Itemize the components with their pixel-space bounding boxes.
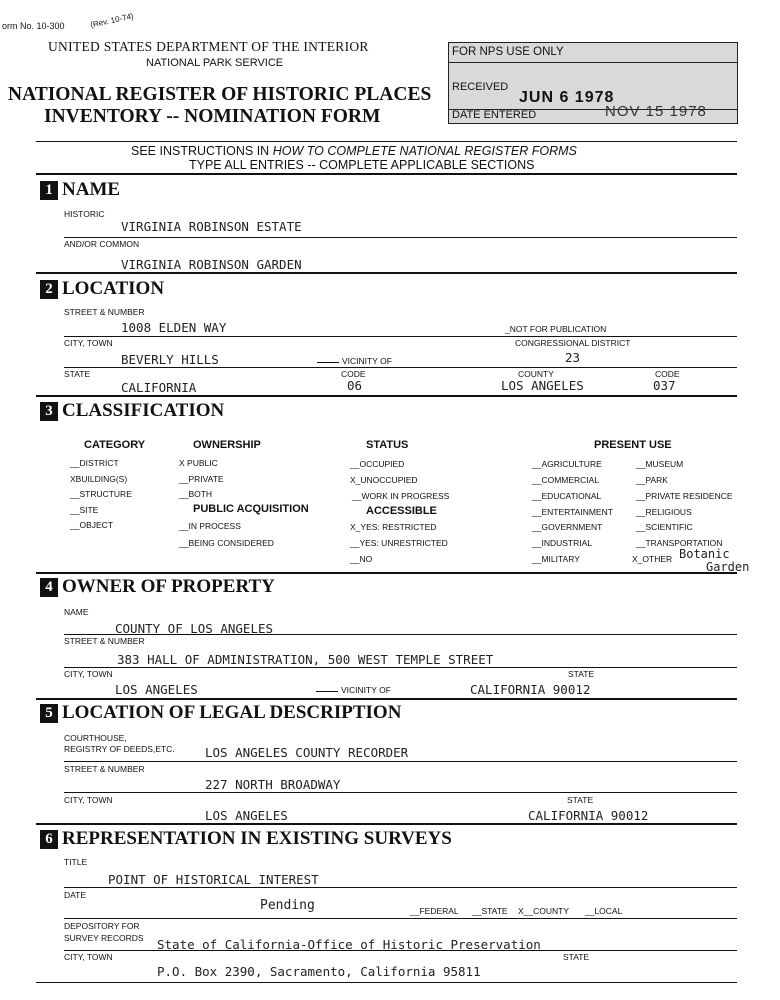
rule [64, 237, 737, 238]
owner-city-value: LOS ANGELES [115, 682, 198, 697]
city-label: CITY, TOWN [64, 338, 113, 348]
owner-city-label: CITY, TOWN [64, 669, 113, 679]
section-3-title: CLASSIFICATION [62, 400, 225, 421]
survey-date-value: Pending [260, 898, 315, 913]
present-use-item: X_OTHER [632, 554, 673, 564]
level-local: __LOCAL [585, 906, 623, 916]
section-1-number: 1 [40, 181, 58, 200]
rule [64, 761, 737, 762]
accessible-item: __YES: UNRESTRICTED [350, 538, 448, 548]
state-code-label: CODE [341, 369, 366, 379]
depository-city-label: CITY, TOWN [64, 952, 113, 962]
section-4-number: 4 [40, 578, 58, 597]
owner-vicinity-label: VICINITY OF [341, 685, 391, 695]
present-use-item: __PRIVATE RESIDENCE [636, 491, 733, 501]
form-revision: (Rev. 10-74) [89, 11, 135, 30]
legal-state-value: CALIFORNIA 90012 [528, 808, 649, 823]
accessible-heading: ACCESSIBLE [366, 505, 437, 517]
ownership-item: __BOTH [179, 489, 213, 499]
ownership-item: X PUBLIC [179, 458, 218, 468]
section-5-title: LOCATION OF LEGAL DESCRIPTION [62, 702, 402, 723]
present-use-item: __COMMERCIAL [532, 475, 600, 485]
section-2-heading [40, 278, 164, 300]
section-1-title: NAME [62, 179, 121, 200]
rule [64, 918, 737, 919]
other-use-value: Botanic [679, 547, 730, 561]
county-code-value: 037 [653, 378, 676, 393]
other-use-value-2: Garden [706, 560, 750, 571]
county-value: LOS ANGELES [501, 378, 584, 393]
category-item: __OBJECT [70, 520, 113, 530]
section-2-number: 2 [40, 280, 58, 299]
survey-records-label: SURVEY RECORDS [64, 933, 144, 943]
section-5-rule [36, 823, 737, 825]
legal-street-label: STREET & NUMBER [64, 764, 145, 774]
registry-value: LOS ANGELES COUNTY RECORDER [205, 745, 409, 760]
legal-city-value: LOS ANGELES [205, 808, 288, 823]
present-use-item: __MUSEUM [636, 459, 684, 469]
instructions-top-rule [36, 141, 737, 142]
date-entered-label: DATE ENTERED [452, 109, 537, 121]
section-4-rule [36, 698, 737, 700]
level-county: X__COUNTY [518, 906, 570, 916]
category-item: __STRUCTURE [70, 489, 132, 499]
rule [64, 336, 737, 337]
present-use-item: __GOVERNMENT [532, 522, 603, 532]
legal-city-label: CITY, TOWN [64, 795, 113, 805]
owner-name-value: COUNTY OF LOS ANGELES [115, 621, 274, 636]
category-item: __DISTRICT [70, 458, 119, 468]
status-item: X_UNOCCUPIED [350, 475, 418, 485]
service-name: NATIONAL PARK SERVICE [146, 57, 284, 69]
instructions-guide-title: HOW TO COMPLETE NATIONAL REGISTER FORMS [272, 144, 577, 158]
present-use-item: __ENTERTAINMENT [532, 507, 613, 517]
county-code-label: CODE [655, 369, 680, 379]
registry-label: REGISTRY OF DEEDS,ETC. [64, 744, 175, 754]
owner-state-label: STATE [568, 669, 595, 679]
acquisition-item: __BEING CONSIDERED [179, 538, 274, 548]
category-heading: CATEGORY [84, 439, 146, 451]
received-stamp: JUN 6 1978 [519, 89, 615, 106]
instructions-line1 [131, 144, 577, 158]
nps-box-label: FOR NPS USE ONLY [452, 46, 564, 58]
state-label: STATE [64, 369, 91, 379]
status-heading: STATUS [366, 439, 409, 451]
survey-title-label: TITLE [64, 857, 88, 867]
section-6-title: REPRESENTATION IN EXISTING SURVEYS [62, 828, 452, 849]
county-label: COUNTY [518, 369, 554, 379]
ownership-heading: OWNERSHIP [193, 439, 261, 451]
vicinity-blank [317, 362, 339, 363]
section-6-number: 6 [40, 830, 58, 849]
ownership-item: __PRIVATE [179, 474, 224, 484]
rule [64, 792, 737, 793]
common-name-label: AND/OR COMMON [64, 239, 140, 249]
section-5-number: 5 [40, 704, 58, 723]
level-state: __STATE [472, 906, 508, 916]
rule [64, 950, 737, 951]
legal-street-value: 227 NORTH BROADWAY [205, 777, 341, 792]
city-value: BEVERLY HILLS [121, 352, 219, 367]
section-3-heading [40, 400, 224, 422]
vicinity-label: VICINITY OF [342, 356, 392, 366]
section-1-rule [36, 272, 737, 274]
received-label: RECEIVED [452, 81, 509, 93]
section-3-rule [36, 572, 737, 574]
historic-label: HISTORIC [64, 209, 105, 219]
instructions-line2: TYPE ALL ENTRIES -- COMPLETE APPLICABLE SECTIONS [189, 158, 535, 172]
section-5-heading [40, 702, 401, 724]
date-entered-stamp: NOV 15 1978 [605, 103, 707, 120]
depository-state-label: STATE [563, 952, 590, 962]
congressional-district-value: 23 [565, 350, 581, 365]
street-value: 1008 ELDEN WAY [121, 320, 227, 335]
section-6-rule [36, 982, 737, 983]
survey-date-label: DATE [64, 890, 87, 900]
accessible-item: X_YES: RESTRICTED [350, 522, 437, 532]
accessible-item: __NO [350, 554, 373, 564]
courthouse-label: COURTHOUSE, [64, 733, 127, 743]
present-use-item: __PARK [636, 475, 668, 485]
form-number: orm No. 10-300 [2, 21, 65, 31]
category-item: XBUILDING(S) [70, 474, 128, 484]
present-use-item: __MILITARY [532, 554, 580, 564]
form-title-line1: NATIONAL REGISTER OF HISTORIC PLACES [8, 84, 432, 105]
department-name: UNITED STATES DEPARTMENT OF THE INTERIOR [48, 39, 369, 54]
owner-state-value: CALIFORNIA 90012 [470, 682, 591, 697]
present-use-heading: PRESENT USE [594, 439, 672, 451]
depository-label: DEPOSITORY FOR [64, 921, 140, 931]
present-use-item: __SCIENTIFIC [636, 522, 693, 532]
nps-use-only-box [448, 42, 738, 124]
present-use-item: __AGRICULTURE [532, 459, 602, 469]
owner-street-label: STREET & NUMBER [64, 636, 145, 646]
section-3-number: 3 [40, 402, 58, 421]
instructions-bottom-rule [36, 173, 737, 175]
present-use-item: __RELIGIOUS [636, 507, 692, 517]
rule [64, 367, 737, 368]
legal-state-label: STATE [567, 795, 594, 805]
depository-value: State of California-Office of Historic Preservation [157, 937, 541, 952]
section-4-title: OWNER OF PROPERTY [62, 576, 275, 597]
street-label: STREET & NUMBER [64, 307, 145, 317]
survey-title-value: POINT OF HISTORICAL INTEREST [108, 872, 319, 887]
section-1-heading [40, 179, 120, 201]
rule [64, 634, 737, 635]
rule [64, 667, 737, 668]
section-6-heading [40, 828, 452, 850]
state-code-value: 06 [347, 378, 363, 393]
vicinity-blank [316, 691, 338, 692]
status-item: __WORK IN PROGRESS [352, 491, 450, 501]
section-2-rule [36, 395, 737, 397]
level-federal: __FEDERAL [410, 906, 459, 916]
present-use-item: __EDUCATIONAL [532, 491, 602, 501]
category-item: __SITE [70, 505, 99, 515]
depository-city-value: P.O. Box 2390, Sacramento, California 95811 [157, 964, 481, 979]
common-name-value: VIRGINIA ROBINSON GARDEN [121, 257, 302, 272]
acquisition-item: __IN PROCESS [179, 521, 241, 531]
form-title-line2: INVENTORY -- NOMINATION FORM [44, 106, 381, 127]
historic-name-value: VIRGINIA ROBINSON ESTATE [121, 219, 302, 234]
section-2-title: LOCATION [62, 278, 165, 299]
present-use-item: __TRANSPORTATION [636, 538, 723, 548]
present-use-item: __INDUSTRIAL [532, 538, 592, 548]
owner-street-value: 383 HALL OF ADMINISTRATION, 500 WEST TEMPLE STREET [117, 652, 494, 667]
section-4-heading [40, 576, 275, 598]
owner-name-label: NAME [64, 607, 89, 617]
rule [64, 887, 737, 888]
congressional-district-label: CONGRESSIONAL DISTRICT [515, 338, 631, 348]
state-value: CALIFORNIA [121, 380, 197, 395]
instructions-prefix: SEE INSTRUCTIONS IN [131, 144, 273, 158]
public-acquisition-heading: PUBLIC ACQUISITION [193, 503, 309, 515]
not-for-publication: _NOT FOR PUBLICATION [505, 324, 607, 334]
status-item: __OCCUPIED [350, 459, 405, 469]
nps-box-divider [449, 62, 737, 63]
